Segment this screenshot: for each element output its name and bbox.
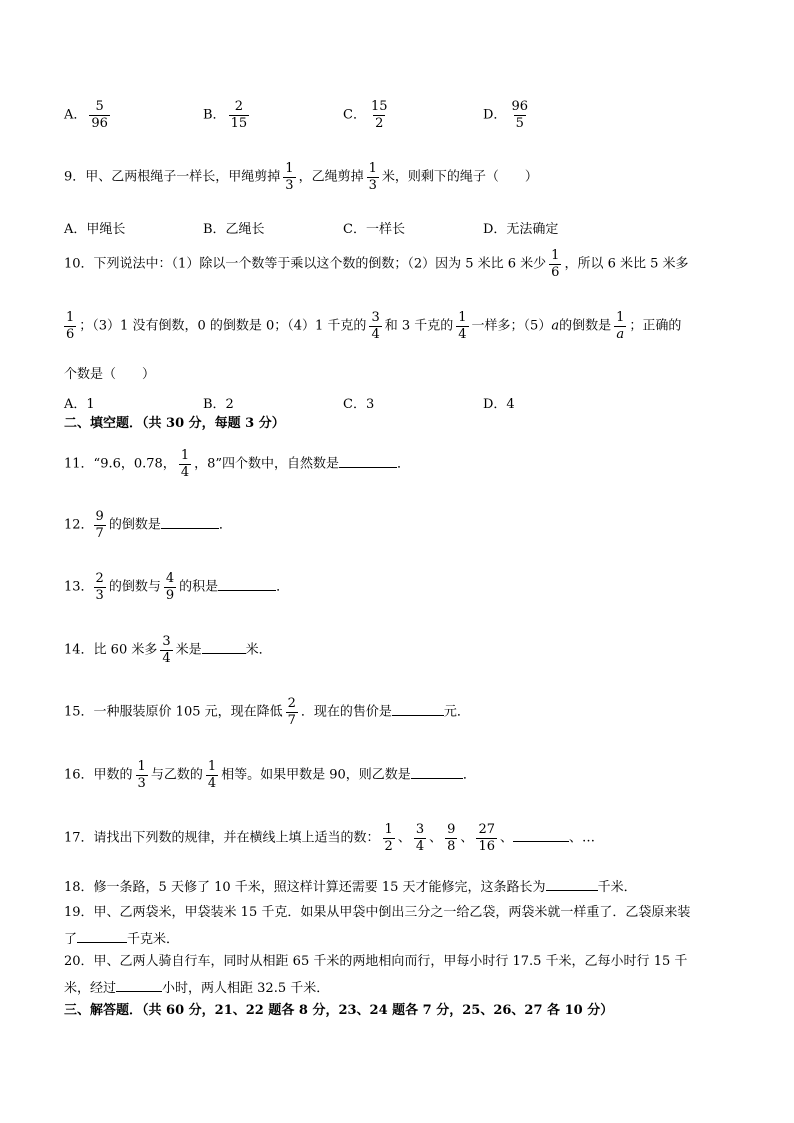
option-label: B． (203, 107, 226, 123)
answer-blank[interactable] (513, 830, 569, 842)
numerator: 1 (551, 248, 560, 263)
answer-blank[interactable] (411, 767, 463, 779)
fraction (383, 823, 395, 853)
numerator: 1 (285, 161, 294, 176)
denominator: 4 (371, 326, 380, 342)
q8-option-b (203, 100, 252, 130)
answer-blank[interactable] (339, 456, 397, 468)
question-text: 与乙数的 (150, 767, 203, 783)
denominator: 6 (551, 264, 560, 280)
answer-blank[interactable] (161, 517, 219, 529)
question-20-line-1: 20．甲、乙两人骑自行车，同时从相距 65 千米的两地相向而行，甲每小时行 17.5 千米，乙每小时行 15 千 (64, 954, 688, 969)
question-text: 12． (64, 517, 94, 533)
denominator: 8 (447, 838, 456, 854)
q10-option-b: B．2 (203, 397, 234, 412)
question-text: 相等。如果甲数是 90，则乙数是 (221, 767, 411, 783)
denominator: 6 (66, 326, 75, 342)
fraction (283, 162, 295, 192)
q10-option-c: C．3 (343, 397, 375, 412)
question-text: 米是 (175, 642, 202, 658)
q8-option-a (64, 100, 113, 130)
numerator: 1 (384, 822, 393, 837)
answer-blank[interactable] (77, 931, 127, 943)
denominator: 3 (285, 177, 294, 193)
numerator: 9 (95, 509, 104, 524)
answer-blank[interactable] (202, 642, 246, 654)
question-text: 13． (64, 579, 94, 595)
fraction (94, 572, 106, 602)
numerator: 1 (180, 448, 190, 463)
section-title: 二、填空题．（共 30 分，每题 3 分） (64, 416, 285, 431)
denominator: 2 (384, 838, 393, 854)
numerator: 2 (234, 99, 243, 114)
question-17 (64, 823, 595, 853)
numerator: 3 (415, 822, 425, 837)
question-text: ，8”四个数中，自然数是 (194, 456, 340, 472)
question-text: 的积是 (179, 579, 219, 595)
fraction (369, 100, 390, 130)
question-text: ． (462, 767, 476, 783)
fraction (445, 823, 457, 853)
q8-option-d (483, 100, 533, 130)
numerator: 3 (162, 634, 171, 649)
question-text: ． (218, 517, 232, 533)
question-text: 11．“9.6，0.78， (64, 456, 176, 472)
q10-option-d: D．4 (483, 397, 515, 412)
section-title: 三、解答题．（共 60 分，21、22 题各 8 分，23、24 题各 7 分，25、26、27 各 10 分） (64, 1003, 614, 1018)
numerator: 5 (95, 99, 104, 114)
denominator: 7 (95, 525, 104, 541)
answer-blank[interactable] (218, 579, 276, 591)
q10-option-a: A．1 (64, 397, 95, 412)
denominator: 4 (180, 464, 190, 480)
denominator: 3 (137, 775, 146, 791)
question-text: 一样多；（5） (471, 318, 552, 334)
question-9 (64, 162, 538, 192)
question-13 (64, 572, 289, 602)
question-14 (64, 635, 272, 665)
question-10-line-3: 个数是（ ） (64, 367, 156, 382)
option-label: D． (483, 107, 507, 123)
question-19-line-2 (64, 931, 179, 946)
denominator: 15 (230, 115, 248, 131)
q9-option-c: C．一样长 (343, 222, 405, 237)
denominator: 4 (207, 775, 217, 791)
answer-blank[interactable] (116, 980, 162, 992)
question-text: 了 (64, 932, 78, 947)
denominator: 3 (368, 177, 377, 193)
question-text: 米，经过 (64, 981, 117, 996)
numerator: 1 (458, 310, 467, 325)
denominator: 9 (165, 587, 175, 603)
fraction (614, 311, 626, 341)
separator: 、 (499, 830, 513, 846)
denominator: 4 (458, 326, 467, 342)
numerator: 96 (511, 99, 528, 114)
q8-option-c (343, 100, 393, 130)
question-text: ． (397, 456, 411, 472)
ellipsis: 、… (569, 830, 596, 846)
denominator: 2 (375, 115, 384, 131)
question-10-line-1 (64, 249, 689, 279)
question-text: 小时，两人相距 32.5 千米． (162, 981, 330, 996)
question-text: 15．一种服装原价 105 元，现在降低 (64, 704, 283, 720)
numerator: 9 (447, 822, 456, 837)
denominator: 16 (478, 838, 495, 854)
numerator: 1 (616, 310, 625, 325)
question-text: 的倒数是 (108, 517, 161, 533)
question-19-line-1: 19．甲、乙两袋米，甲袋装米 15 千克．如果从甲袋中倒出三分之一给乙袋，两袋米就一样重了．乙袋原来装 (64, 905, 691, 920)
question-12 (64, 510, 232, 540)
fraction (286, 697, 298, 727)
numerator: 27 (478, 822, 495, 837)
question-text: 16．甲数的 (64, 767, 133, 783)
fraction (164, 572, 176, 602)
fraction (456, 311, 468, 341)
question-text: ；（3）1 没有倒数，0 的倒数是 0；（4）1 千克的 (79, 318, 367, 334)
numerator: 1 (368, 161, 377, 176)
fraction (64, 311, 76, 341)
question-text: 9．甲、乙两根绳子一样长，甲绳剪掉 (64, 169, 281, 185)
answer-blank[interactable] (392, 704, 444, 716)
question-text: 17．请找出下列数的规律，并在横线上填上适当的数： (64, 830, 380, 846)
separator: 、 (397, 830, 411, 846)
fraction (206, 760, 218, 790)
question-text: 和 3 千克的 (384, 318, 454, 334)
question-text: 18．修一条路，5 天修了 10 千米，照这样计算还需要 15 天才能修完，这条路长为 (64, 880, 546, 895)
question-15 (64, 697, 470, 727)
numerator: 1 (207, 759, 217, 774)
numerator: 1 (137, 759, 146, 774)
question-text: 千米． (597, 880, 637, 895)
question-text: ．现在的售价是 (300, 704, 392, 720)
question-text: 的倒数是 (559, 318, 612, 334)
denominator: 4 (162, 650, 171, 666)
q9-option-a: A．甲绳长 (64, 222, 126, 237)
numerator: 15 (370, 99, 388, 114)
option-label: A． (64, 107, 87, 123)
fraction (94, 510, 106, 540)
numerator: 2 (95, 571, 104, 586)
fraction (369, 311, 381, 341)
question-text: ，乙绳剪掉 (298, 169, 364, 185)
q9-option-b: B．乙绳长 (203, 222, 265, 237)
fraction (89, 100, 110, 130)
fraction (549, 249, 561, 279)
question-text: 元． (443, 704, 470, 720)
numerator: 4 (165, 571, 175, 586)
fraction (160, 635, 172, 665)
question-text: 千克米． (127, 932, 180, 947)
option-label: C． (343, 107, 366, 123)
question-text: 米，则剩下的绳子（ ） (381, 169, 538, 185)
variable: a (551, 318, 560, 334)
question-text: ，所以 6 米比 5 米多 (564, 256, 689, 272)
question-20-line-2 (64, 980, 329, 995)
numerator: 3 (371, 310, 380, 325)
q9-option-d: D．无法确定 (483, 222, 559, 237)
question-text: ；正确的 (629, 318, 682, 334)
fraction (229, 100, 250, 130)
question-text: 10．下列说法中：（1）除以一个数等于乘以这个数的倒数；（2）因为 5 米比 6 米少 (64, 256, 547, 272)
fraction (367, 162, 379, 192)
question-text: 的倒数与 (108, 579, 161, 595)
fraction (179, 449, 191, 479)
denominator: a (616, 326, 625, 342)
numerator: 2 (287, 696, 296, 711)
question-16 (64, 760, 476, 790)
answer-blank[interactable] (546, 879, 598, 891)
numerator: 1 (66, 310, 75, 325)
denominator: 7 (287, 712, 296, 728)
denominator: 4 (415, 838, 425, 854)
question-11 (64, 449, 410, 479)
question-text: ． (276, 579, 290, 595)
denominator: 96 (91, 115, 108, 131)
denominator: 5 (515, 115, 524, 131)
question-text: 米． (245, 642, 272, 658)
fraction (476, 823, 497, 853)
fraction (136, 760, 148, 790)
question-text: 14．比 60 米多 (64, 642, 158, 658)
fraction (509, 100, 530, 130)
denominator: 3 (95, 587, 104, 603)
fraction (414, 823, 426, 853)
separator: 、 (429, 830, 443, 846)
question-18 (64, 879, 637, 894)
separator: 、 (460, 830, 474, 846)
question-10-line-2 (64, 311, 681, 341)
